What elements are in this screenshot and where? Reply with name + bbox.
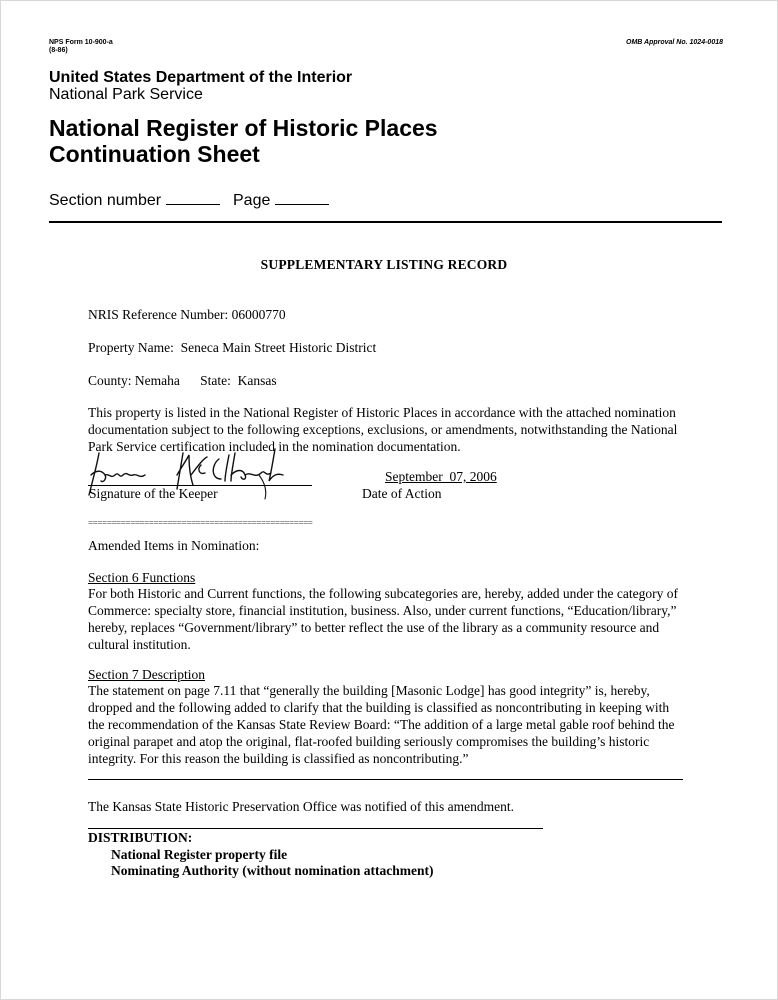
distribution-item: National Register property file: [111, 847, 288, 862]
date-label: Date of Action: [362, 486, 442, 501]
shpo-notice: The Kansas State Historic Preservation Office was notified of this amendment.: [88, 799, 515, 814]
nris-reference: NRIS Reference Number: 06000770: [88, 307, 286, 322]
section6-text: For both Historic and Current functions, the following subcategories are, hereby, added under the category of Commerce: specialty store, financial institution, business. Also, under current functions, “Education/library,” hereby, replaces “Government/library” to better reflect the use of the library as a community resource and cultural institution.: [88, 586, 678, 652]
separator-line: ================================================: [88, 518, 313, 528]
department-name: United States Department of the Interior: [49, 69, 353, 86]
signature-label: Signature of the Keeper: [89, 486, 218, 501]
action-date: September 07, 2006: [385, 469, 497, 484]
service-name: National Park Service: [49, 86, 203, 103]
form-number: NPS Form 10-900-a (8-86): [49, 39, 113, 54]
distribution-item: Nominating Authority (without nomination attachment): [111, 863, 434, 878]
record-heading: SUPPLEMENTARY LISTING RECORD: [260, 257, 508, 272]
county-state: County: Nemaha State: Kansas: [88, 373, 277, 388]
form-subtitle: Continuation Sheet: [49, 141, 260, 167]
section6-heading: Section 6 Functions: [88, 570, 196, 585]
listing-statement: This property is listed in the National Register of Historic Places in accordance with the attached nomination documentation subject to the following exceptions, exclusions, or amendments, notwithstanding the National Park Service certification included in the nomination documentation.: [88, 405, 678, 454]
section-number-field: Section number: [49, 191, 220, 211]
omb-approval: OMB Approval No. 1024-0018: [626, 39, 723, 46]
page-field: Page: [233, 191, 329, 211]
distribution-heading: DISTRIBUTION:: [88, 830, 193, 845]
property-name: Property Name: Seneca Main Street Historic District: [88, 340, 377, 355]
section7-heading: Section 7 Description: [88, 667, 205, 682]
amended-items-intro: Amended Items in Nomination:: [88, 538, 260, 553]
form-title: National Register of Historic Places: [49, 115, 438, 141]
section7-text: The statement on page 7.11 that “generally the building [Masonic Lodge] has good integrity” is, hereby, dropped and the following added to clarify that the building is classified as noncontributing in keeping with the recommendation of the Kansas State Review Board: “The addition of a large metal gable roof behind the original parapet and atop the original, flat-roofed building seriously compromises the building’s historic integrity. For this reason the building is classified as noncontributing.”: [88, 683, 675, 766]
distribution-divider: [88, 828, 543, 829]
header-divider: [49, 221, 722, 223]
amendment-divider: [88, 779, 683, 780]
